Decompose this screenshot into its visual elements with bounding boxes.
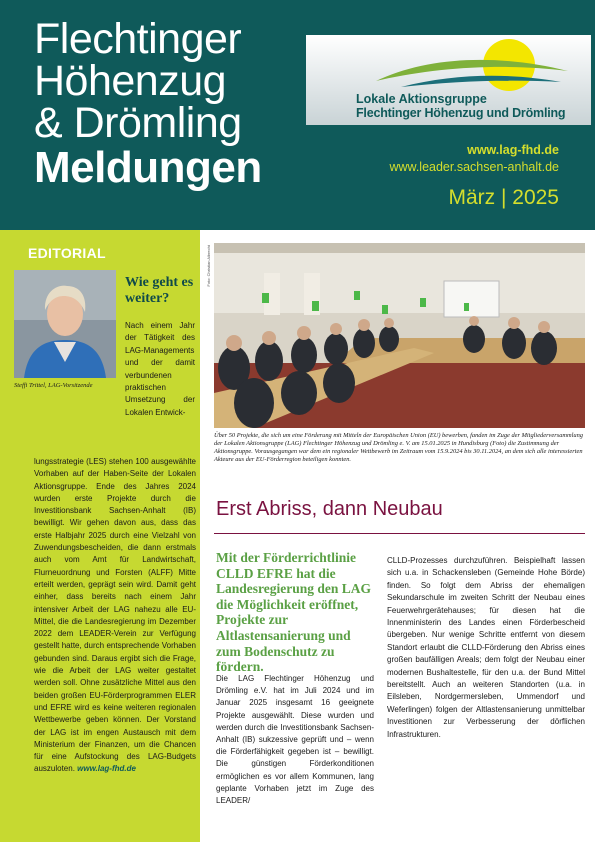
newsletter-title — [34, 15, 262, 192]
meeting-photo — [214, 243, 585, 428]
title-line-1: Flechtinger — [34, 15, 242, 63]
website-link-leader[interactable]: www.leader.sachsen-anhalt.de — [389, 160, 559, 174]
article-column-1: Die LAG Flechtinger Höhenzug und Drömling e.V. hat im Juli 2024 und im Januar 2025 insgesamt 16 geeignete Projekte ausgewählt. Diese wurden und werden durch die Investitionsbank Sachsen-Anhalt (IB) sukzessive geprüft und – wenn die Förderfähigkeit gegeben ist – bewilligt. Die günstigen Förderkonditionen ermöglichen es vor allem Kommunen, lang geplante Vorhaben jetzt im Zuge des LEADER/ — [216, 674, 374, 806]
lag-logo — [306, 35, 591, 125]
logo-text-line-2: Flechtinger Höhenzug und Drömling — [356, 106, 566, 120]
article-column-2: CLLD-Prozesses durchzuführen. Beispielhaft lassen sich u.a. in Schackensleben (Gemeinde Hohe Börde) finden. So folgt dem Abriss der ehemaligen Sekundarschule im zweiten Schritt der Neubau eines Feuerwehrgerätehauses; für diesen hat die Innenministerin des Landes einen Förderbescheid übergeben. Nur wenige Schritte entfernt von diesem Standort erlaubt die CLLD-Förderung den Abriss eines großen baufälligen Areals; dem folgt der Neubau einer modernen Bushaltestelle, für den u.a. der Bund Mittel bereitstellt. Auch an weiteren Standorten (u.a. in Eilsleben, Nordgermersleben, Ummendorf und Weferlingen) folgen der Altlastensanierung unmittelbar Investitionen zur Verbesserung der dörflichen Infrastrukturen. — [387, 556, 585, 739]
logo-text-line-1: Lokale Aktionsgruppe — [356, 92, 487, 106]
editorial-heading: Wie geht es weiter? — [125, 275, 194, 306]
article-lead: Mit der Förderrichtlinie CLLD EFRE hat die Landesregierung den LAG die Möglichkeit eröffnet, Projekte zur Altlastensanierung und zum Bodenschutz zu fördern. — [216, 550, 372, 675]
editorial-link[interactable]: www.lag-fhd.de — [77, 764, 136, 774]
article-heading: Erst Abriss, dann Neubau — [216, 498, 443, 520]
photo-credit: Foto: Christian Albrecht — [206, 245, 211, 287]
photo-caption: Über 50 Projekte, die sich um eine Förderung mit Mitteln der Europäischen Union (EU) bewerben, fanden im Zuge der Mitgliederversammlung der Lokalen Aktionsgruppe (LAG) Flechtinger Höhenzug und Drömling e. V. am 15.01.2025 in Hundisburg (Foto) die Zustimmung der Aktionsgruppe. Vorausgegangen war dem ein regionaler Wettbewerb im Zeitraum vom 15.9.2024 bis 30.11.2024, an dem sich alle interessierten Akteure aus der EU-Förderregion beteiligen konnten. — [214, 432, 583, 463]
article-divider — [214, 533, 585, 534]
title-line-4: Meldungen — [34, 143, 262, 192]
portrait-photo — [14, 270, 116, 378]
header-band — [0, 0, 595, 230]
portrait-caption: Steffi Trittel, LAG-Vorsitzende — [14, 382, 93, 389]
website-link-lag[interactable]: www.lag-fhd.de — [467, 143, 559, 157]
editorial-body-narrow: Nach einem Jahr der Tätigkeit des LAG-Managements und der damit verbundenen praktischen Umsetzung der Lokalen Entwick- — [125, 321, 195, 417]
editorial-label: EDITORIAL — [28, 245, 106, 261]
title-line-2: Höhenzug — [34, 57, 227, 105]
sun-swoosh-logo-icon — [306, 35, 591, 95]
editorial-body-text: lungsstrategie (LES) stehen 100 ausgewählte Vorhaben auf der Haben-Seite der Lokalen Aktionsgruppe. Ende des Jahres 2024 wurden erste Projekte durch die Investitionsbank Sachsen-Anhalt (IB) bewilligt. Wir gehen davon aus, dass das erste Halbjahr 2025 durch eine Vielzahl von Zuwendungsbescheiden, die dann erstmals auch vom Amt für Landwirtschaft, Flurneuordnung und Forsten (ALFF) Mitte erteilt werden, geprägt sein wird. Damit geht einher, dass bereits nach einem Jahr intensiver Arbeit der LAG nahezu alle EU-Mittel, die die Landesregierung im Dezember 2022 dem LEADER-Verein zur Verfügung gestellt hatte, durch entsprechende Vorhaben gebunden sind. Daraus ergibt sich die Frage, wie die Arbeit der LAG weiter gestaltet werden soll. Ohne zusätzliche Mittel aus den beiden großen EU-Förderprogrammen ELER und EFRE wird es keine weiteren regionalen Wettbewerbe geben können. Der Vorstand der LAG ist im engen Austausch mit dem Ministerium der Finanzen, um die Chancen für eine Aufstockung des LAG-Budgets auszuloten. — [34, 457, 196, 774]
issue-date: März | 2025 — [448, 186, 559, 209]
editorial-body-wide — [34, 456, 196, 776]
title-line-3: & Drömling — [34, 99, 242, 147]
